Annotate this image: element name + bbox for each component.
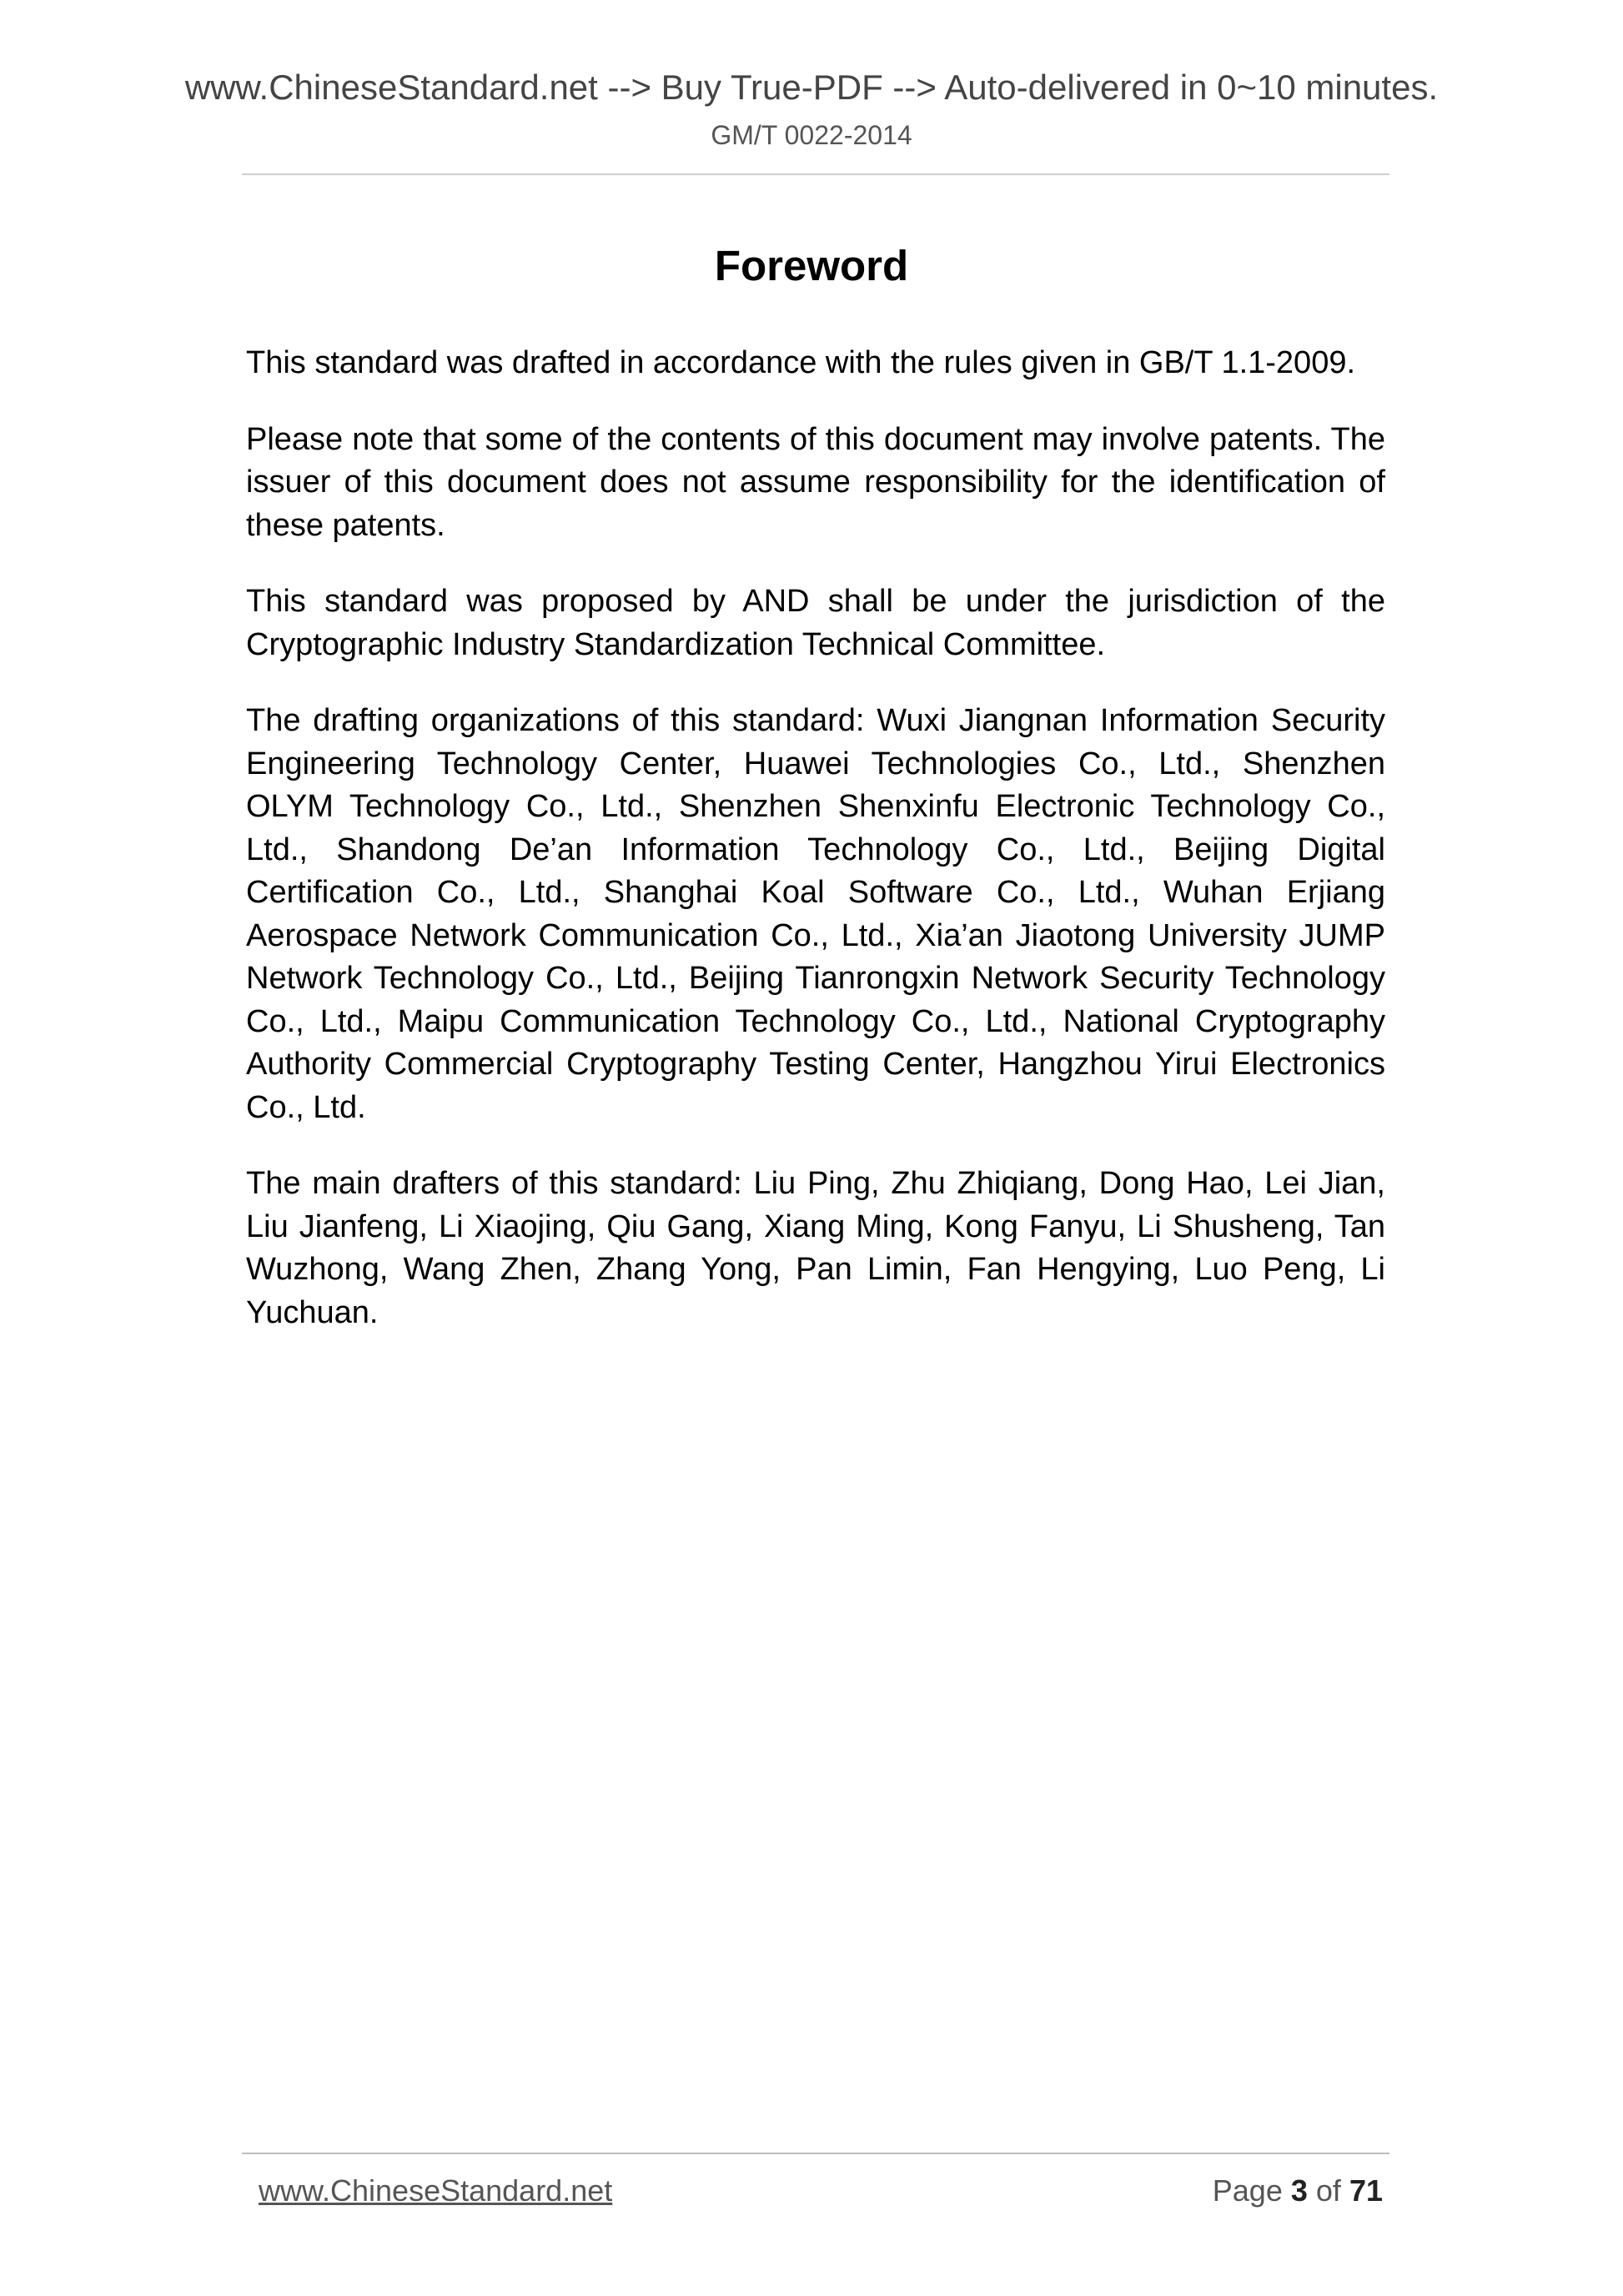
header-divider (242, 173, 1389, 175)
paragraph-proposal: This standard was proposed by AND shall be under the jurisdiction of the Cryptographic Industry Standardization Technical Committee. (246, 584, 1385, 662)
paragraph-main-drafters: The main drafters of this standard: Liu Ping, Zhu Zhiqiang, Dong Hao, Lei Jian, Liu Jianfeng, Li Xiaojing, Qiu Gang, Xiang Ming, Kong Fanyu, Li Shusheng, Tan Wuzhong, Wang Zhen, Zhang Yong, Pan Limin, Fan Hengying, Luo Peng, Li Yuchuan. (246, 1166, 1385, 1330)
page-total: 71 (1349, 2173, 1383, 2208)
paragraph-patents-notice: Please note that some of the contents of this document may involve patents. The issuer of this document does not assume responsibility for the identification of these patents. (246, 421, 1385, 543)
footer-divider (242, 2153, 1389, 2154)
header-banner: www.ChineseStandard.net --> Buy True-PDF --> Auto-delivered in 0~10 minutes. (184, 68, 1439, 107)
foreword-body (246, 342, 1385, 1368)
page-title: Foreword (714, 242, 909, 289)
document-code: GM/T 0022-2014 (711, 120, 912, 150)
page-of: of (1315, 2173, 1341, 2208)
paragraph-drafting-organizations: The drafting organizations of this standard: Wuxi Jiangnan Information Security Engineering Technology Center, Huawei Technologies Co., Ltd., Shenzhen OLYM Technology Co., Ltd., Shenzhen Shenxinfu Electronic Technology Co., Ltd., Shandong De’an Information Technology Co., Ltd., Beijing Digital Certification Co., Ltd., Shanghai Koal Software Co., Ltd., Wuhan Erjiang Aerospace Network Communication Co., Ltd., Xia’an Jiaotong University JUMP Network Technology Co., Ltd., Beijing Tianrongxin Network Security Technology Co., Ltd., Maipu Communication Technology Co., Ltd., National Cryptography Authority Commercial Cryptography Testing Center, Hangzhou Yirui Electronics Co., Ltd. (246, 703, 1385, 1125)
page-prefix: Page (1212, 2173, 1283, 2208)
page-number (1213, 2173, 1383, 2209)
footer-website-link[interactable]: www.ChineseStandard.net (259, 2173, 613, 2208)
paragraph-drafting-rules: This standard was drafted in accordance with the rules given in GB/T 1.1-2009. (246, 345, 1356, 380)
page-current: 3 (1290, 2173, 1308, 2208)
